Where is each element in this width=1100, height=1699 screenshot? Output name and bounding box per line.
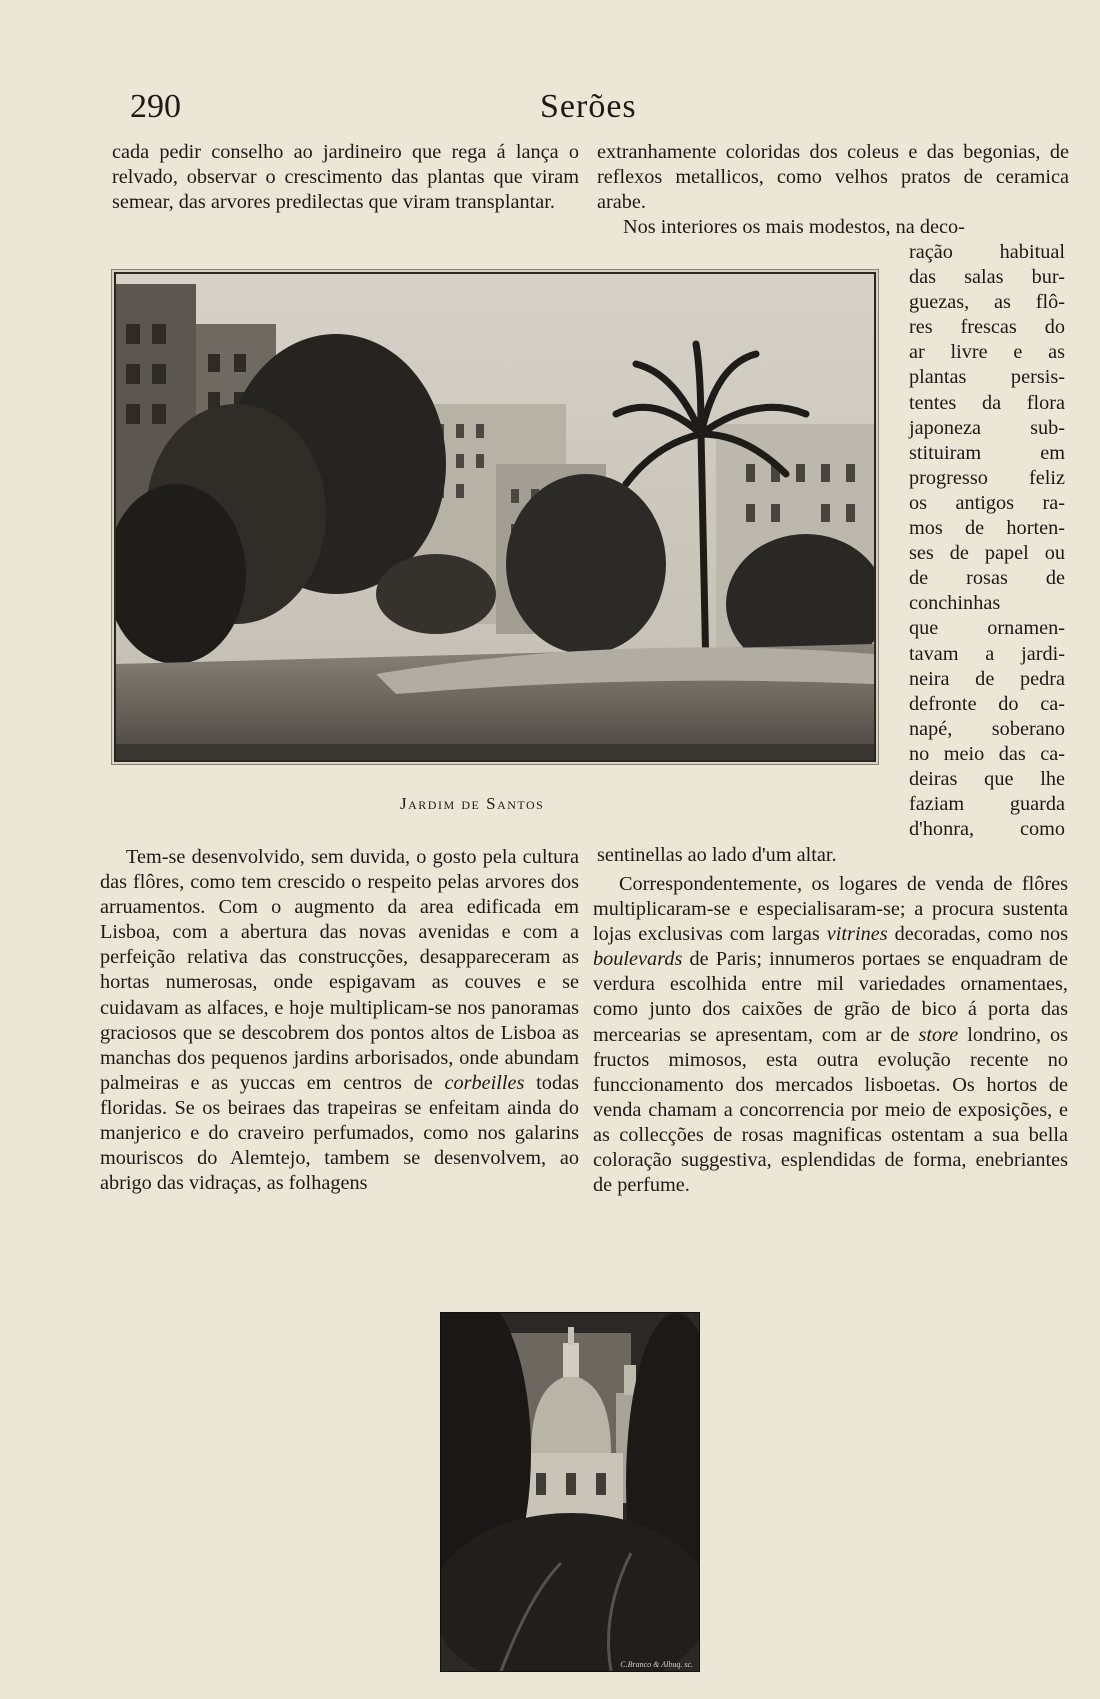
right-wrap-last: sentinellas ao lado d'um altar. [597, 844, 837, 866]
photo-church-dome [440, 1312, 700, 1672]
wrap-line: os antigos ra- [909, 491, 1065, 514]
right-main-emphasis-boulevards: boulevards [593, 948, 683, 971]
wrap-line: tentes da flora [909, 391, 1065, 414]
wrap-line: stituiram em [909, 441, 1065, 464]
wrap-line: no meio das ca- [909, 742, 1065, 765]
left-main-text-a: Tem-se desenvolvido, sem duvida, o gosto pela cultura das flôres, como tem crescido o respeito pelas arvores dos arruamentos. Com o augmento da area edificada em Lisboa, com a abertura das novas avenidas e com a perfeição relativa das construcções, desappareceram as hortas numerosas, onde espigavam as couves e se cuidavam as alfaces, e hoje multiplicam-se nos panoramas graciosos que se descobrem dos pontos altos de Lisboa as manchas dos pequenos jardins arborisados, onde abundam palmeiras e as yuccas em centros de [100, 846, 579, 1094]
wrap-line: neira de pedra [909, 667, 1065, 690]
wrap-line: res frescas do [909, 316, 1065, 339]
right-main-paragraph [593, 872, 1068, 1198]
right-top-paragraph: extranhamente coloridas dos coleus e das begonias, de reflexos metallicos, como velhos pratos de ceramica arabe. [597, 141, 1069, 214]
right-wrap-column [909, 240, 1065, 842]
wrap-line: mos de horten- [909, 517, 1065, 540]
wrap-line: conchinhas [909, 592, 1001, 615]
left-column-main [100, 845, 579, 1196]
wrap-line: faziam guarda [909, 793, 1065, 816]
photo-jardim-de-santos [114, 272, 876, 762]
right-main-text-d: londrino, os fructos mimosos, esta outra evolução recente no funccionamento dos mercados lisboetas. Os hortos de venda chamam a concorrencia por meio de exposições, e as collecções de rosas magnificas ostentam a sua bella coloração suggestiva, esplendidas de forma, enebriantes de perfume. [593, 1023, 1068, 1197]
right-wrap-last-line [597, 843, 1069, 868]
right-column-main [593, 872, 1068, 1198]
right-wrap-first-line: Nos interiores os mais modestos, na deco- [623, 216, 965, 239]
wrap-line: guezas, as flô- [909, 291, 1065, 314]
running-title: Serões [540, 88, 637, 125]
wrap-line: japoneza sub- [909, 416, 1065, 439]
wrap-line: de rosas de [909, 567, 1065, 590]
wrap-line: defronte do ca- [909, 692, 1065, 715]
left-column-top [112, 140, 579, 215]
wrap-line: d'honra, como [909, 818, 1065, 841]
wrap-line: tavam a jardi- [909, 642, 1065, 665]
wrap-line: progresso feliz [909, 466, 1065, 489]
right-main-text-a: Correspondentemente, os logares de venda de flôres multiplicaram-se e especialisaram-se; a procura sustenta lojas exclusivas com largas [593, 873, 1068, 946]
figure-caption: Jardim de Santos [400, 794, 545, 813]
wrap-line: napé, soberano [909, 717, 1065, 740]
wrap-line: plantas persis- [909, 366, 1065, 389]
wrap-line: que ornamen- [909, 617, 1065, 640]
garden-photograph [116, 274, 874, 760]
page-number: 290 [130, 88, 181, 125]
engraver-signature: C.Branco & Albuq. sc. [620, 1660, 693, 1669]
wrap-line: ses de papel ou [909, 542, 1065, 565]
right-main-text-c: de Paris; innumeros portaes se enquadram de verdura escolhida entre mil variedades ornamentaes, como junto dos caixões de grão de bico á porta das mercearias se apresentam, com ar de [593, 948, 1068, 1046]
left-top-paragraph: cada pedir conselho ao jardineiro que rega á lança o relvado, observar o crescimento das plantas que viram semear, das arvores predilectas que viram transplantar. [112, 141, 579, 214]
right-column-top [597, 140, 1069, 240]
wrap-line: das salas bur- [909, 266, 1065, 289]
church-photograph [441, 1313, 699, 1671]
left-main-paragraph [100, 845, 579, 1196]
left-main-emphasis: corbeilles [444, 1071, 525, 1094]
right-main-emphasis-vitrines: vitrines [826, 923, 888, 946]
wrap-line: ração habitual [909, 241, 1065, 263]
wrap-line: ar livre e as [909, 341, 1065, 364]
wrap-line: deiras que lhe [909, 767, 1065, 790]
left-main-text-b: todas floridas. Se os beiraes das trapeiras se enfeitam ainda do manjerico e do craveiro perfumados, como nos galarins mouriscos do Alemtejo, tambem se desenvolvem, ao abrigo das vidraças, as folhagens [100, 1071, 579, 1195]
right-main-text-b: decoradas, como nos [887, 923, 1069, 946]
right-main-emphasis-store: store [918, 1023, 959, 1046]
